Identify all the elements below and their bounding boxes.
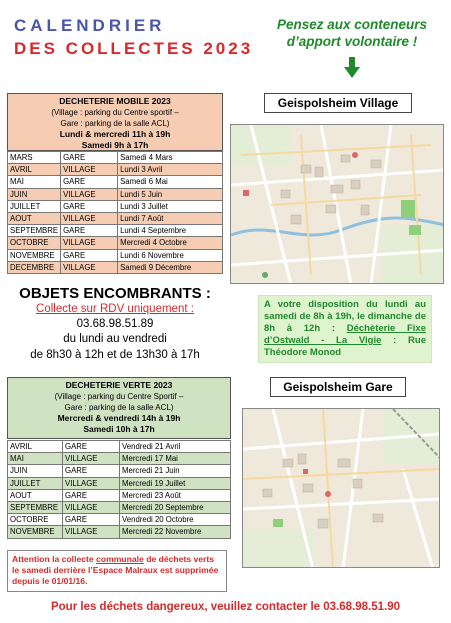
- verte-hours2: Samedi 10h à 17h: [83, 424, 155, 434]
- bulky-items-rdv: Collecte sur RDV uniquement :: [36, 303, 194, 315]
- table-row: [8, 237, 223, 249]
- place-cell: GARE: [61, 225, 118, 237]
- verte-schedule-table: [7, 440, 231, 539]
- date-cell: Mercredi 19 Juillet: [120, 477, 231, 489]
- place-cell: GARE: [61, 200, 118, 212]
- month-cell: AOUT: [8, 489, 63, 501]
- month-cell: AVRIL: [8, 441, 63, 453]
- containers-reminder-line1: Pensez aux conteneurs: [276, 17, 428, 32]
- mobile-location-line1: (Village : parking du Centre sportif –: [51, 108, 179, 117]
- table-row: [8, 514, 231, 526]
- mobile-title: DECHETERIE MOBILE 2023: [59, 96, 171, 106]
- place-cell: VILLAGE: [63, 477, 120, 489]
- date-cell: Mercredi 4 Octobre: [118, 237, 223, 249]
- place-cell: VILLAGE: [61, 188, 118, 200]
- place-cell: VILLAGE: [61, 261, 118, 273]
- containers-reminder: [262, 16, 442, 50]
- month-cell: NOVEMBRE: [8, 526, 63, 538]
- table-row: [8, 152, 223, 164]
- calendar-title-line2: DES COLLECTES 2023: [14, 39, 254, 58]
- gare-map: [242, 408, 440, 568]
- month-cell: AVRIL: [8, 164, 61, 176]
- place-cell: VILLAGE: [61, 212, 118, 224]
- bulky-items-title: OBJETS ENCOMBRANTS :: [19, 285, 211, 302]
- place-cell: VILLAGE: [63, 453, 120, 465]
- month-cell: DECEMBRE: [8, 261, 61, 273]
- down-arrow-icon: [343, 57, 361, 79]
- place-cell: GARE: [61, 176, 118, 188]
- table-row: [8, 164, 223, 176]
- village-label: Geispolsheim Village: [264, 93, 412, 113]
- calendar-title-line1: CALENDRIER: [14, 16, 166, 35]
- date-cell: Vendredi 20 Octobre: [120, 514, 231, 526]
- mobile-header: [7, 93, 223, 151]
- hazardous-waste-contact: Pour les déchets dangereux, veuillez contacter le 03.68.98.51.90: [50, 601, 400, 613]
- month-cell: MARS: [8, 152, 61, 164]
- date-cell: Lundi 6 Novembre: [118, 249, 223, 261]
- mobile-hours1: Lundi & mercredi 11h à 19h: [59, 129, 171, 139]
- table-row: [8, 453, 231, 465]
- date-cell: Mercredi 23 Août: [120, 489, 231, 501]
- place-cell: GARE: [61, 152, 118, 164]
- date-cell: Lundi 5 Juin: [118, 188, 223, 200]
- fixed-center-link[interactable]: Déchèterie Fixe d’Ostwald - La Vigie: [264, 323, 426, 346]
- mobile-schedule-table: [7, 151, 223, 274]
- place-cell: VILLAGE: [61, 164, 118, 176]
- month-cell: JUILLET: [8, 477, 63, 489]
- verte-location-line1: (Village : parking du Centre Sportif –: [54, 392, 184, 401]
- attention-text1: Attention la collecte: [12, 554, 97, 564]
- place-cell: VILLAGE: [61, 237, 118, 249]
- fixed-center-hours: A votre disposition du lundi au samedi de 8h à 19h, le dimanche de 8h à 12h :: [264, 299, 426, 334]
- mobile-location-line2: Gare : parking de la salle ACL): [60, 119, 170, 128]
- month-cell: JUILLET: [8, 200, 61, 212]
- place-cell: GARE: [63, 489, 120, 501]
- table-row: [8, 501, 231, 513]
- verte-location-line2: Gare : parking de la salle ACL): [64, 403, 174, 412]
- table-row: [8, 200, 223, 212]
- date-cell: Mercredi 17 Mai: [120, 453, 231, 465]
- month-cell: MAI: [8, 453, 63, 465]
- date-cell: Samedi 4 Mars: [118, 152, 223, 164]
- table-row: [8, 261, 223, 273]
- table-row: [8, 465, 231, 477]
- gare-map-image: [243, 409, 440, 568]
- date-cell: Mercredi 20 Septembre: [120, 501, 231, 513]
- fixed-center-info: [258, 295, 432, 363]
- verte-header: [7, 377, 231, 439]
- bulky-items-days: du lundi au vendredi: [63, 333, 167, 345]
- date-cell: Lundi 3 Juillet: [118, 200, 223, 212]
- date-cell: Samedi 6 Mai: [118, 176, 223, 188]
- month-cell: NOVEMBRE: [8, 249, 61, 261]
- verte-hours1: Mercredi & vendredi 14h à 19h: [57, 413, 181, 423]
- table-row: [8, 477, 231, 489]
- table-row: [8, 176, 223, 188]
- month-cell: SEPTEMBRE: [8, 501, 63, 513]
- verte-title: DECHETERIE VERTE 2023: [65, 380, 173, 390]
- place-cell: GARE: [61, 249, 118, 261]
- attention-notice: [7, 550, 227, 592]
- bulky-items-phone: 03.68.98.51.89: [76, 318, 154, 330]
- place-cell: VILLAGE: [63, 526, 120, 538]
- table-row: [8, 188, 223, 200]
- place-cell: GARE: [63, 441, 120, 453]
- attention-text2: de déchets verts le samedi derrière l’Espace Malraux est supprimée depuis le 01/01/16.: [12, 554, 219, 586]
- date-cell: Vendredi 21 Avril: [120, 441, 231, 453]
- bulky-items-hours: de 8h30 à 12h et de 13h30 à 17h: [30, 349, 200, 361]
- place-cell: GARE: [63, 465, 120, 477]
- date-cell: Samedi 9 Décembre: [118, 261, 223, 273]
- attention-underlined: communale: [96, 554, 144, 564]
- month-cell: MAI: [8, 176, 61, 188]
- place-cell: GARE: [63, 514, 120, 526]
- date-cell: Lundi 7 Août: [118, 212, 223, 224]
- date-cell: Lundi 3 Avril: [118, 164, 223, 176]
- month-cell: SEPTEMBRE: [8, 225, 61, 237]
- mobile-hours2: Samedi 9h à 17h: [81, 140, 149, 150]
- month-cell: JUIN: [8, 188, 61, 200]
- table-row: [8, 526, 231, 538]
- month-cell: OCTOBRE: [8, 237, 61, 249]
- month-cell: AOUT: [8, 212, 61, 224]
- date-cell: Lundi 4 Septembre: [118, 225, 223, 237]
- containers-reminder-line2: d’apport volontaire !: [286, 34, 418, 49]
- fixed-center-address: : Rue Théodore Monod: [264, 335, 427, 358]
- village-map: [230, 124, 444, 284]
- table-row: [8, 249, 223, 261]
- month-cell: OCTOBRE: [8, 514, 63, 526]
- gare-label: Geispolsheim Gare: [270, 377, 406, 397]
- table-row: [8, 225, 223, 237]
- date-cell: Mercredi 22 Novembre: [120, 526, 231, 538]
- month-cell: JUIN: [8, 465, 63, 477]
- village-map-image: [231, 125, 444, 284]
- table-row: [8, 441, 231, 453]
- table-row: [8, 212, 223, 224]
- table-row: [8, 489, 231, 501]
- date-cell: Mercredi 21 Juin: [120, 465, 231, 477]
- place-cell: VILLAGE: [63, 501, 120, 513]
